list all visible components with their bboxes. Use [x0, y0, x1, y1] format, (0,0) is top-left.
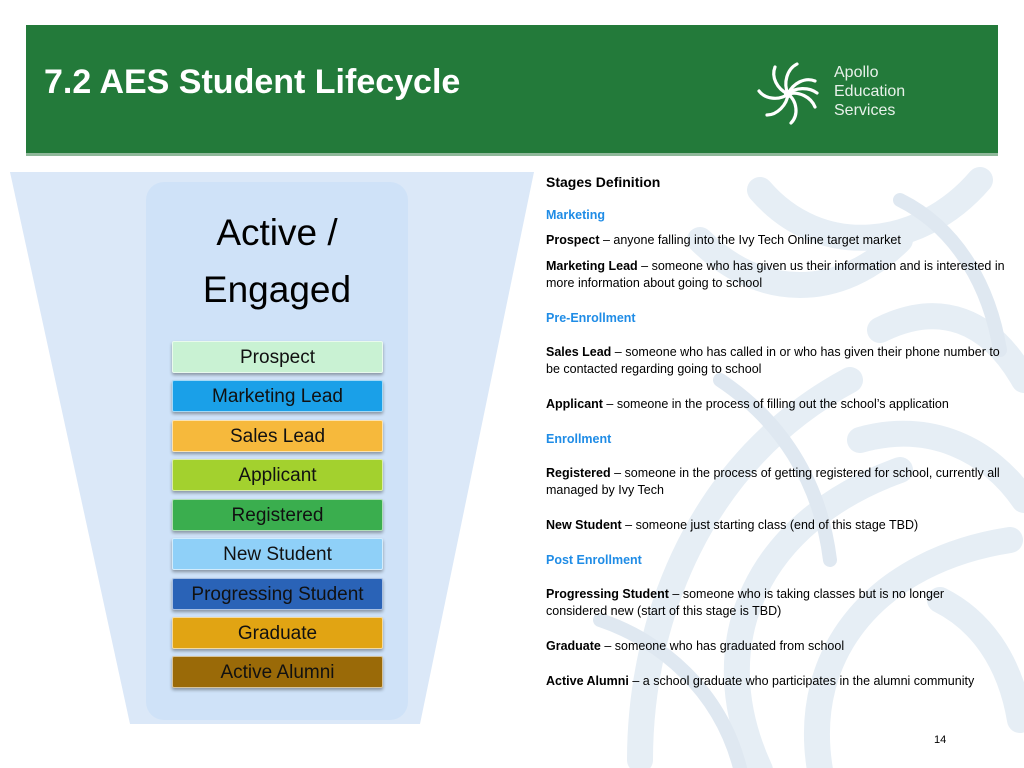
page-number: 14 — [934, 734, 947, 746]
definition-progressing-student — [546, 586, 1006, 620]
logo-wordmark — [834, 63, 905, 120]
term-registered: Registered — [546, 466, 611, 480]
funnel-heading — [146, 204, 408, 318]
desc-applicant: – someone in the process of filling out the school’s application — [602, 397, 949, 411]
term-new-student: New Student — [546, 518, 622, 532]
desc-registered: – someone in the process of getting registered for school, currently all managed by Ivy Tech — [546, 466, 1000, 497]
category-pre-enrollment: Pre-Enrollment — [546, 311, 636, 325]
definition-graduate — [546, 638, 1006, 655]
definition-sales-lead — [546, 344, 1006, 378]
stage-active-alumni[interactable]: Active Alumni — [172, 656, 383, 688]
stage-applicant[interactable]: Applicant — [172, 459, 383, 491]
stage-graduate[interactable]: Graduate — [172, 617, 383, 649]
definition-new-student — [546, 517, 1006, 534]
term-active-alumni: Active Alumni — [546, 674, 629, 688]
logo-line-2: Education — [834, 83, 906, 100]
slide-title: 7.2 AES Student Lifecycle — [44, 63, 461, 101]
definition-active-alumni — [546, 673, 1006, 690]
definition-prospect — [546, 232, 1006, 249]
stage-marketing-lead[interactable]: Marketing Lead — [172, 380, 383, 412]
term-graduate: Graduate — [546, 639, 601, 653]
term-marketing-lead: Marketing Lead — [546, 259, 638, 273]
category-post-enrollment: Post Enrollment — [546, 553, 642, 567]
definitions-heading: Stages Definition — [546, 174, 661, 190]
stage-progressing-student[interactable]: Progressing Student — [172, 578, 383, 610]
funnel-heading-line-2: Engaged — [202, 269, 352, 310]
desc-new-student: – someone just starting class (end of this stage TBD) — [621, 518, 919, 532]
desc-graduate: – someone who has graduated from school — [600, 639, 845, 653]
desc-active-alumni: – a school graduate who participates in the alumni community — [628, 674, 975, 688]
stage-new-student[interactable]: New Student — [172, 538, 383, 570]
category-enrollment: Enrollment — [546, 432, 612, 446]
header-banner — [26, 25, 998, 156]
apollo-swirl-logo-icon — [753, 59, 823, 129]
term-sales-lead: Sales Lead — [546, 345, 612, 359]
logo-line-3: Services — [834, 102, 896, 119]
term-applicant: Applicant — [546, 397, 603, 411]
stage-sales-lead[interactable]: Sales Lead — [172, 420, 383, 452]
definition-registered — [546, 465, 1006, 499]
definition-marketing-lead — [546, 258, 1006, 292]
stages-definition-panel — [546, 170, 1006, 699]
logo-line-1: Apollo — [834, 64, 879, 81]
desc-progressing-student: – someone who is taking classes but is no longer considered new (start of this stage is TBD) — [546, 587, 945, 618]
term-prospect: Prospect — [546, 233, 600, 247]
funnel-heading-line-1: Active / — [216, 212, 338, 253]
definition-applicant — [546, 396, 1006, 413]
apollo-logo — [753, 59, 1003, 131]
category-marketing: Marketing — [546, 208, 606, 222]
desc-sales-lead: – someone who has called in or who has given their phone number to be contacted regarding going to school — [546, 345, 1000, 376]
stage-prospect[interactable]: Prospect — [172, 341, 383, 373]
lifecycle-funnel — [0, 170, 540, 730]
desc-marketing-lead: – someone who has given us their information and is interested in more information about going to school — [546, 259, 1005, 290]
stage-registered[interactable]: Registered — [172, 499, 383, 531]
desc-prospect: – anyone falling into the Ivy Tech Online target market — [599, 233, 901, 247]
term-progressing-student: Progressing Student — [546, 587, 669, 601]
